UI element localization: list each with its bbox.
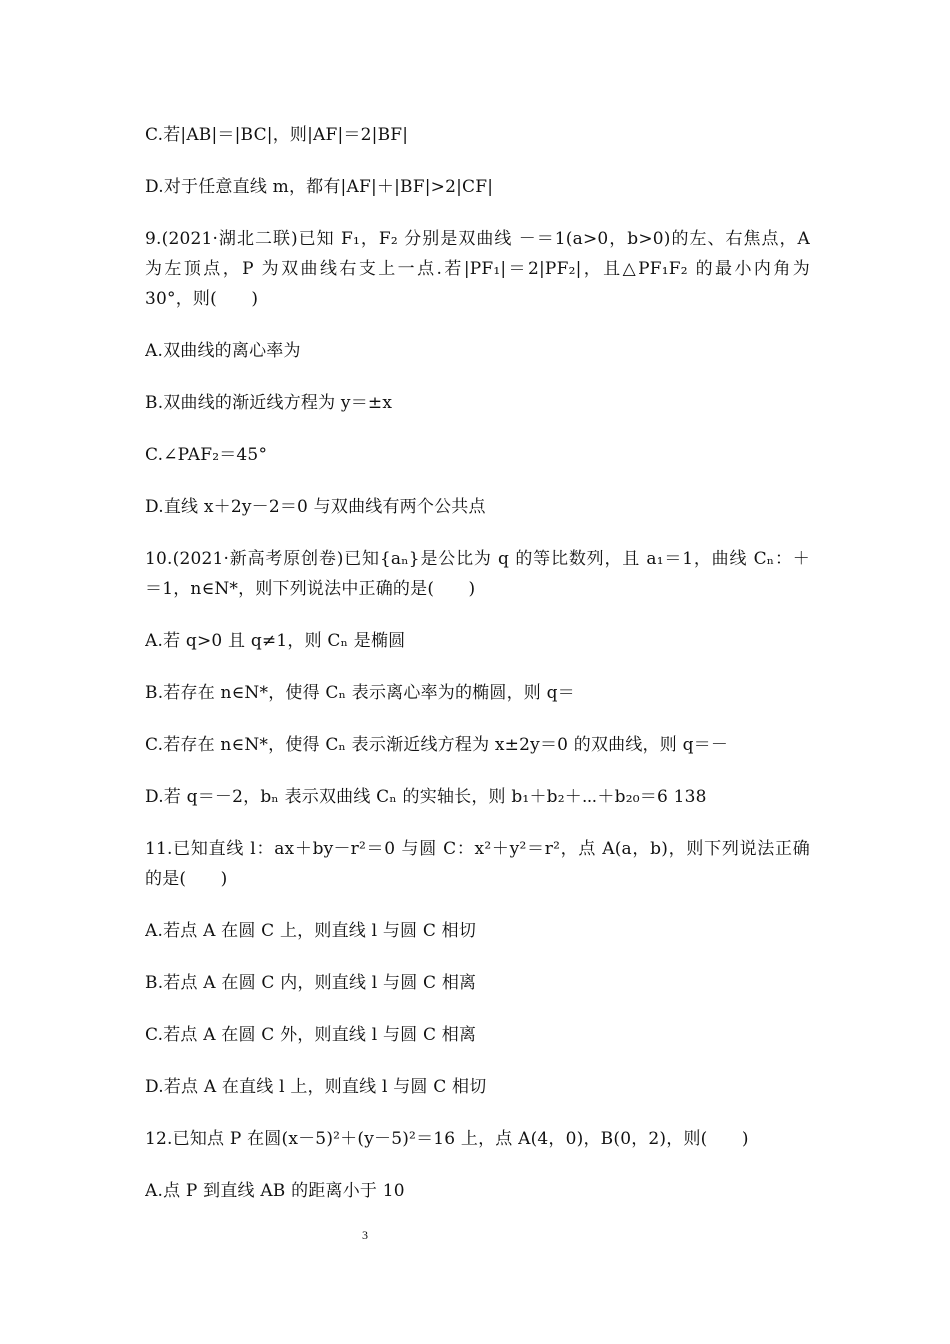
question-9-stem-line-2: 为左顶点，P 为双曲线右支上一点.若|PF₁|＝2|PF₂|，且△PF₁F₂ 的最小内角为 [145, 259, 810, 279]
option-11a: A.若点 A 在圆 C 上，则直线 l 与圆 C 相切 [145, 921, 477, 941]
question-11-stem-line-2: 的是( ) [145, 869, 228, 889]
option-8d: D.对于任意直线 m，都有|AF|＋|BF|>2|CF| [145, 177, 494, 197]
question-10-stem-line-1: 10.(2021·新高考原创卷)已知{aₙ}是公比为 q 的等比数列，且 a₁＝1，曲线 Cₙ：＋ [145, 549, 810, 569]
option-8c: C.若|AB|＝|BC|，则|AF|＝2|BF| [145, 125, 409, 145]
option-11b: B.若点 A 在圆 C 内，则直线 l 与圆 C 相离 [145, 973, 477, 993]
question-12-stem: 12.已知点 P 在圆(x－5)²＋(y－5)²＝16 上，点 A(4，0)，B(0，2)，则( ) [145, 1129, 749, 1149]
option-11d: D.若点 A 在直线 l 上，则直线 l 与圆 C 相切 [145, 1077, 487, 1097]
option-11c: C.若点 A 在圆 C 外，则直线 l 与圆 C 相离 [145, 1025, 477, 1045]
option-9b: B.双曲线的渐近线方程为 y＝±x [145, 393, 393, 413]
option-10d: D.若 q＝－2，bₙ 表示双曲线 Cₙ 的实轴长，则 b₁＋b₂＋⋯＋b₂₀＝6 138 [145, 787, 707, 807]
page-number: 3 [362, 1228, 368, 1242]
option-10b: B.若存在 n∈N*，使得 Cₙ 表示离心率为的椭圆，则 q＝ [145, 683, 575, 703]
question-10-stem-line-2: ＝1，n∈N*，则下列说法中正确的是( ) [145, 579, 476, 599]
option-10a: A.若 q>0 且 q≠1，则 Cₙ 是椭圆 [145, 631, 406, 651]
option-12a: A.点 P 到直线 AB 的距离小于 10 [145, 1181, 405, 1201]
option-9d: D.直线 x＋2y－2＝0 与双曲线有两个公共点 [145, 497, 486, 517]
question-11-stem-line-1: 11.已知直线 l：ax＋by－r²＝0 与圆 C：x²＋y²＝r²，点 A(a，b)，则下列说法正确 [145, 839, 810, 859]
option-9a: A.双曲线的离心率为 [145, 341, 301, 361]
question-9-stem-line-1: 9.(2021·湖北二联)已知 F₁，F₂ 分别是双曲线 －＝1(a>0，b>0)的左、右焦点，A [145, 229, 810, 249]
question-9-stem-line-3: 30°，则( ) [145, 289, 259, 309]
page-content [145, 120, 810, 1206]
option-10c: C.若存在 n∈N*，使得 Cₙ 表示渐近线方程为 x±2y＝0 的双曲线，则 q＝－ [145, 735, 729, 755]
option-9c: C.∠PAF₂＝45° [145, 445, 268, 465]
